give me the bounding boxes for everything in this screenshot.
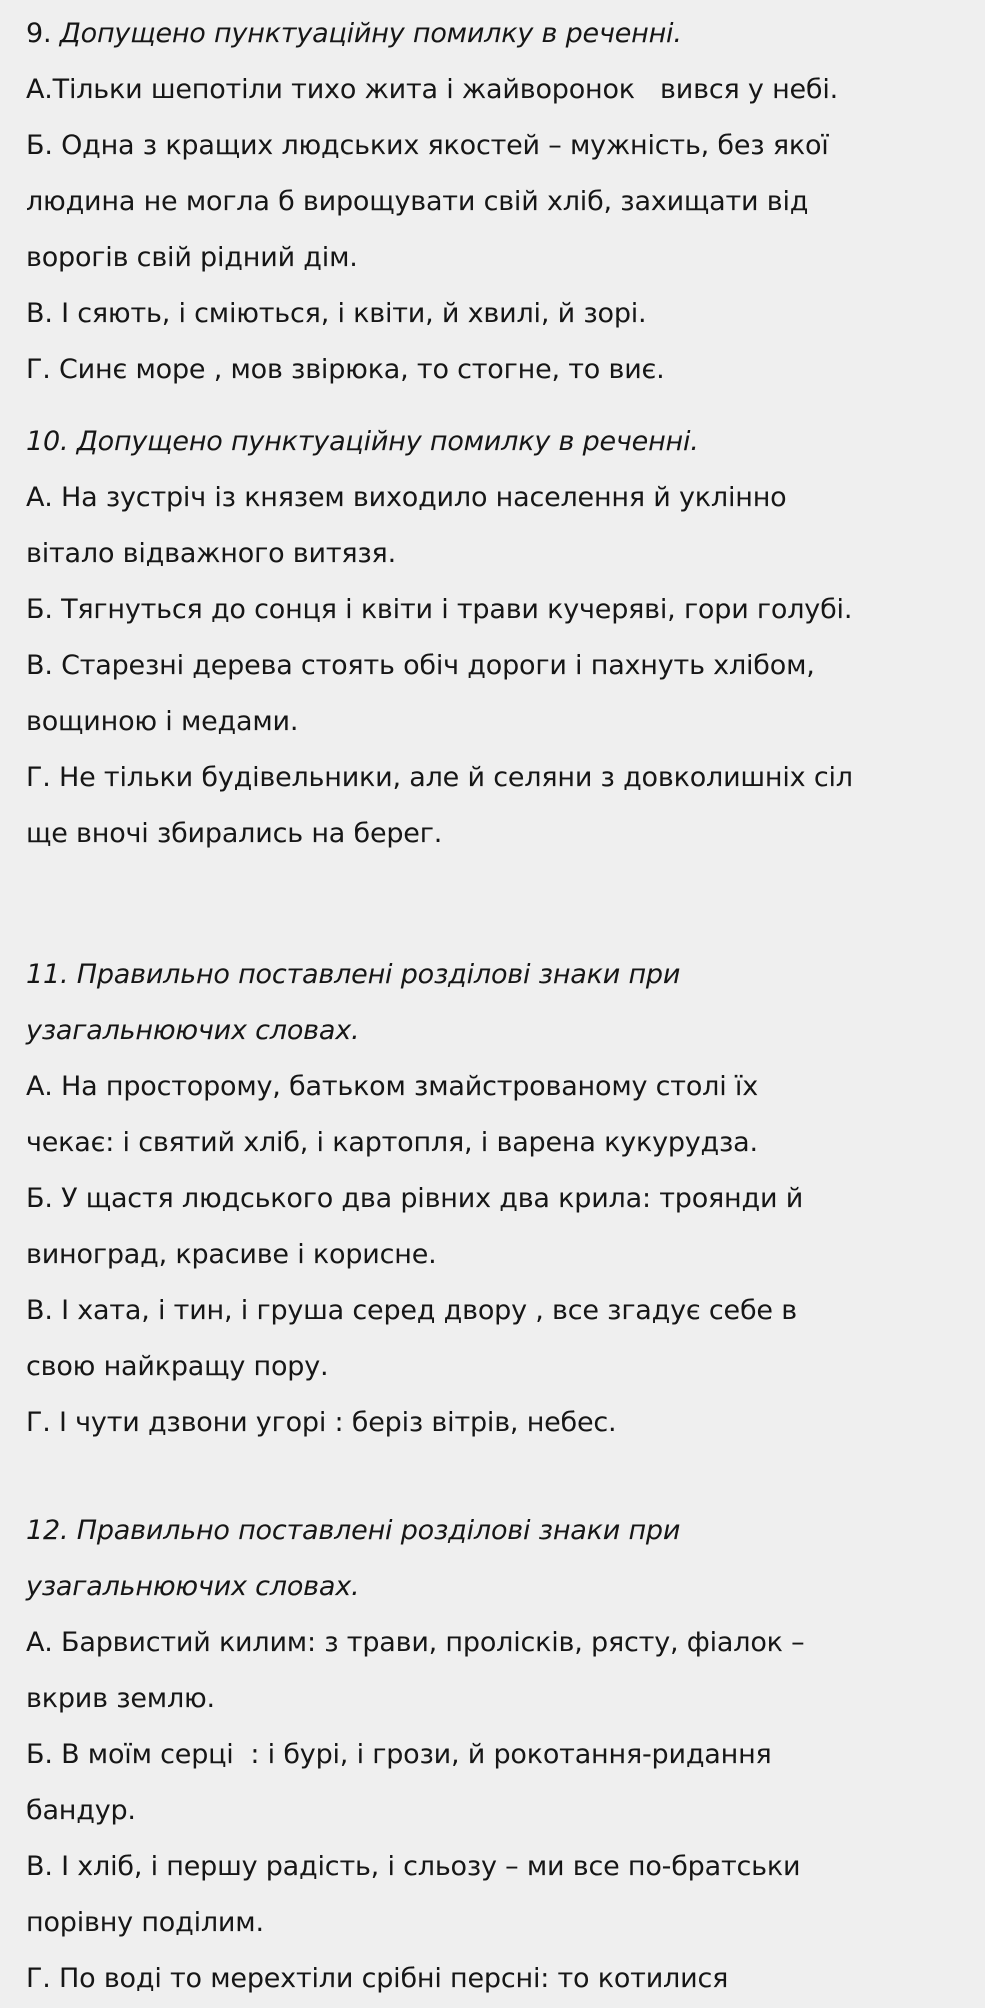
answer-line: А. Барвистий килим: з трави, пролісків, рясту, фіалок –: [26, 1627, 805, 1658]
task-10: [26, 414, 965, 862]
answer-line: В. Старезні дерева стоять обіч дороги і пахнуть хлібом,: [26, 650, 815, 681]
answer-line: вкрив землю.: [26, 1683, 215, 1714]
answer-line: В. І хліб, і першу радість, і сльозу – ми все по-братськи: [26, 1851, 801, 1882]
answer-line: Г. Синє море , мов звірюка, то стогне, то виє.: [26, 354, 665, 385]
answer-line: бандур.: [26, 1795, 136, 1826]
answer-line: свою найкращу пору.: [26, 1351, 329, 1382]
question-text: Допущено пунктуаційну помилку в реченні.: [76, 426, 699, 457]
answer-line: Б. Тягнуться до сонця і квіти і трави кучеряві, гори голубі.: [26, 594, 853, 625]
answer-line: ворогів свій рідний дім.: [26, 242, 358, 273]
question-title: [26, 6, 965, 62]
question-title-continued: узагальнюючих словах.: [26, 1015, 360, 1046]
question-text: Правильно поставлені розділові знаки при: [76, 959, 681, 990]
answer-line: чекає: і святий хліб, і картопля, і варена кукурудза.: [26, 1127, 758, 1158]
answer-line: Г. І чути дзвони угорі : беріз вітрів, небес.: [26, 1407, 617, 1438]
answer-line: вощиною і медами.: [26, 706, 299, 737]
answer-line: А. На просторому, батьком змайстрованому столі їх: [26, 1071, 758, 1102]
answer-line: В. І сяють, і сміються, і квіти, й хвилі, й зорі.: [26, 298, 647, 329]
answer-line: Б. В моїм серці : і бурі, і грози, й рокотання-ридання: [26, 1739, 772, 1770]
question-number: 10.: [26, 426, 69, 457]
question-title-continued: узагальнюючих словах.: [26, 1571, 360, 1602]
task-9: [26, 6, 965, 398]
question-text: Допущено пунктуаційну помилку в реченні.: [59, 18, 682, 49]
question-text: Правильно поставлені розділові знаки при: [76, 1515, 681, 1546]
answer-line: вітало відважного витязя.: [26, 538, 396, 569]
question-title: [26, 414, 965, 470]
answer-line: порівну поділим.: [26, 1907, 264, 1938]
answer-line: виноград, красиве і корисне.: [26, 1239, 437, 1270]
answer-line: В. І хата, і тин, і груша серед двору , все згадує себе в: [26, 1295, 797, 1326]
answer-line: ще вночі збирались на берег.: [26, 818, 443, 849]
task-12: [26, 1503, 965, 2007]
answer-line: Б. Одна з кращих людських якостей – мужність, без якої: [26, 130, 829, 161]
question-number: 9.: [26, 18, 52, 49]
question-title: [26, 1503, 965, 1559]
answer-line: людина не могла б вирощувати свій хліб, захищати від: [26, 186, 809, 217]
answer-line: Г. По воді то мерехтіли срібні персні: то котилися: [26, 1963, 729, 1994]
question-title: [26, 947, 965, 1003]
answer-line: А.Тільки шепотіли тихо жита і жайворонок вився у небі.: [26, 74, 839, 105]
question-number: 11.: [26, 959, 69, 990]
answer-line: А. На зустріч із князем виходило населення й уклінно: [26, 482, 787, 513]
task-11: [26, 947, 965, 1451]
answer-line: Б. У щастя людського два рівних два крила: троянди й: [26, 1183, 804, 1214]
answer-line: Г. Не тільки будівельники, але й селяни з довколишніх сіл: [26, 762, 853, 793]
question-number: 12.: [26, 1515, 69, 1546]
